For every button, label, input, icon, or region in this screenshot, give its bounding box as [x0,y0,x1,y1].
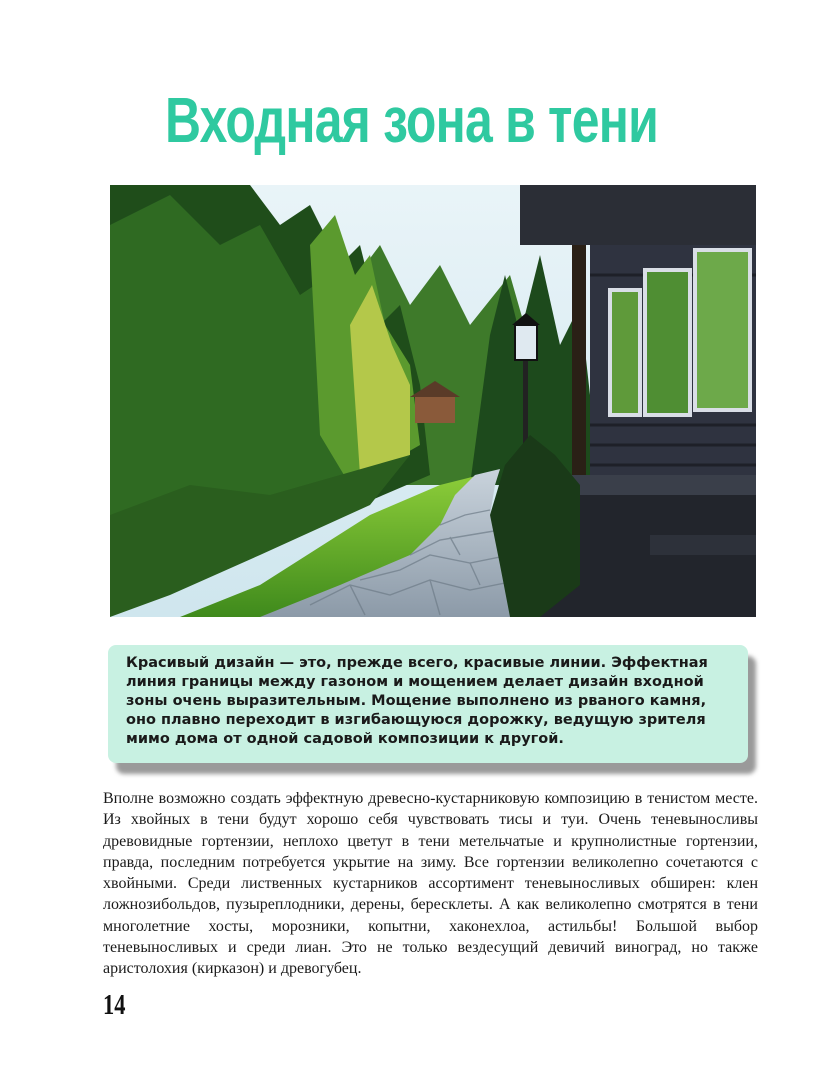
photo-caption: Красивый дизайн — это, прежде всего, красивые линии. Эффектная линия границы между газоном и мощением делает дизайн входной зоны очень выразительным. Мощение выполнено из рваного камня, оно плавно переходит в изгибающуюся дорожку, ведущую зрителя мимо дома от одной садовой композиции к другой. [108,645,748,763]
body-paragraph: Вполне возможно создать эффектную древесно-кустарниковую композицию в тенистом месте. Из хвойных в тени будут хорошо себя чувствовать тисы и туи. Очень теневыносливы древовидные гортензии, неплохо цветут в тени метельчатые и крупнолистные гортензии, правда, последним потребуется укрытие на зиму. Все гортензии великолепно сочетаются с хвойными. Среди лиственных кустарников ассортимент теневыносливых обширен: клен ложнозибольдов, пузыреплодники, дерены, бересклеты. А как великолепно смотрятся в тени многолетние хосты, морозники, копытни, хаконехлоа, астильбы! Большой выбор теневыносливых и среди лиан. Это не только вездесущий девичий виноград, но также аристолохия (кирказон) и древогубец. [103,790,758,978]
page-title: Входная зона в тени [165,84,658,156]
garden-photo [110,185,756,617]
page-number: 14 [103,990,126,1021]
